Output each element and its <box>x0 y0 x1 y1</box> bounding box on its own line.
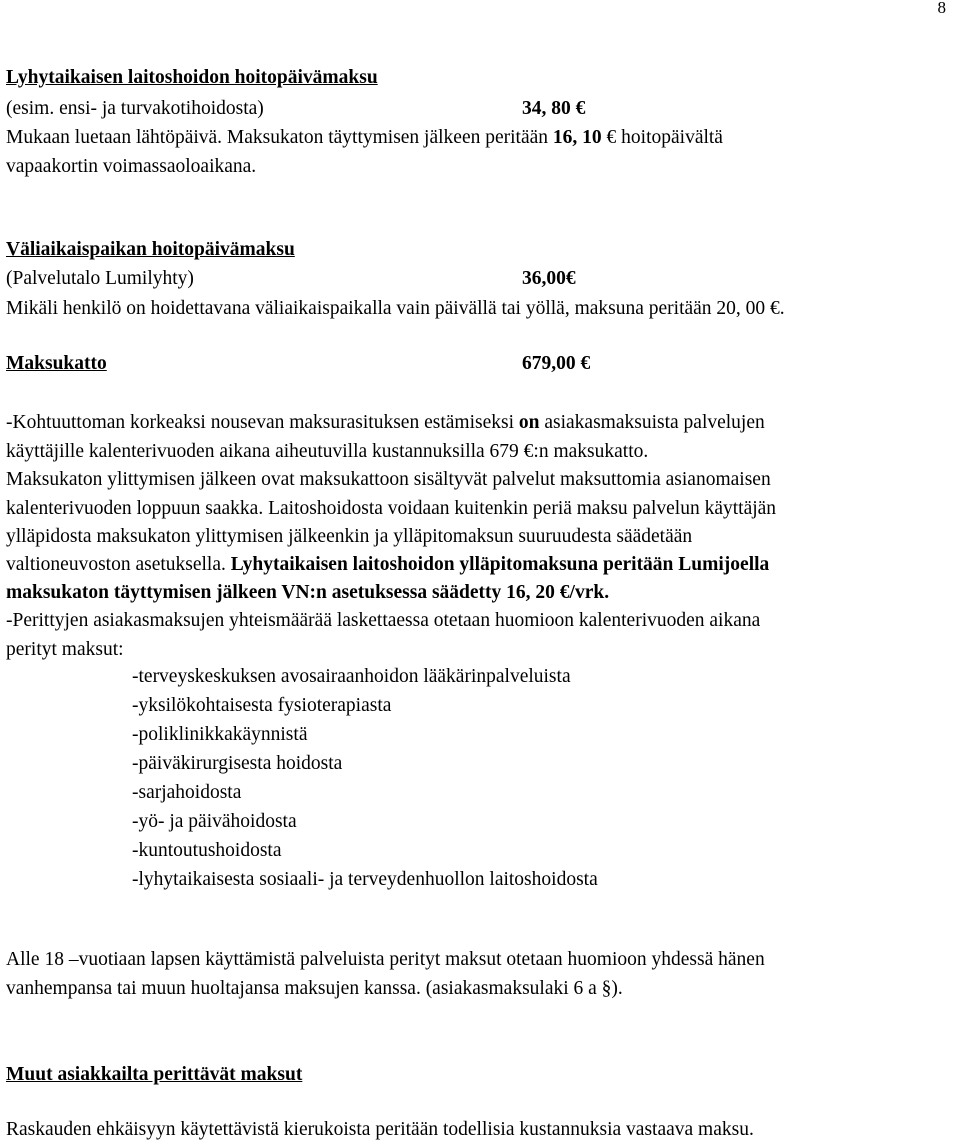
s3-p2-line1: -Perittyjen asiakasmaksujen yhteismäärää laskettaessa otetaan huomioon kalenterivuoden aikana <box>6 610 761 631</box>
s3-p1-line7: maksukaton täyttymisen jälkeen VN:n asetuksessa säädetty 16, 20 €/vrk. <box>6 582 610 603</box>
s3-p1-line6 <box>6 553 769 577</box>
s1-line2-suffix: € hoitopäivältä <box>606 127 723 148</box>
list-item: -lyhytaikaisesta sosiaali- ja terveydenhuollon laitoshoidosta <box>132 869 598 890</box>
list-item: -kuntoutushoidosta <box>132 840 282 861</box>
s4-line1: Alle 18 –vuotiaan lapsen käyttämistä palveluista perityt maksut otetaan huomioon yhdessä hänen <box>6 949 765 970</box>
s3-p1-line1-b: asiakasmaksuista palvelujen <box>544 412 765 433</box>
s3-p1-line4: kalenterivuoden loppuun saakka. Laitoshoidosta voidaan kuitenkin periä maksu palvelun käyttäjän <box>6 498 777 519</box>
s5-line1: Raskauden ehkäisyyn käytettävistä kierukoista peritään todellisia kustannuksia vastaava maksu. <box>6 1119 754 1140</box>
list-item: -yö- ja päivähoidosta <box>132 811 297 832</box>
list-item: -yksilökohtaisesta fysioterapiasta <box>132 695 392 716</box>
s1-line1-amount: 34, 80 € <box>522 98 586 119</box>
s3-p1-line1 <box>6 411 765 435</box>
page-number: 8 <box>937 0 946 17</box>
s1-line1-label: (esim. ensi- ja turvakotihoidosta) <box>6 98 264 119</box>
heading-other-fees: Muut asiakkailta perittävät maksut <box>6 1064 303 1085</box>
s1-line2 <box>6 126 723 150</box>
list-item: -terveyskeskuksen avosairaanhoidon lääkärinpalveluista <box>132 666 571 687</box>
s1-line2-amount: 16, 10 <box>552 127 602 148</box>
list-item: -päiväkirurgisesta hoidosta <box>132 753 343 774</box>
included-services-list <box>132 662 598 894</box>
s3-p1-line1-on: on <box>518 412 540 433</box>
s3-p1-line1-a: -Kohtuuttoman korkeaksi nousevan maksurasituksen estämiseksi <box>6 412 514 433</box>
s3-p1-line6-a: valtioneuvoston asetuksella. <box>6 554 226 575</box>
list-item: -poliklinikkakäynnistä <box>132 724 308 745</box>
s3-p2-line2: perityt maksut: <box>6 639 124 660</box>
s4-line2: vanhempansa tai muun huoltajansa maksujen kanssa. (asiakasmaksulaki 6 a §). <box>6 978 623 999</box>
s1-line2-text: Mukaan luetaan lähtöpäivä. Maksukaton täyttymisen jälkeen peritään <box>6 127 549 148</box>
payment-cap-amount: 679,00 € <box>522 353 591 374</box>
s2-line1-amount: 36,00€ <box>522 268 576 289</box>
heading-short-term-care: Lyhytaikaisen laitoshoidon hoitopäivämaksu <box>6 67 378 88</box>
s3-p1-line6-b: Lyhytaikaisen laitoshoidon ylläpitomaksuna peritään Lumijoella <box>230 554 770 575</box>
s3-p1-line2: käyttäjille kalenterivuoden aikana aiheutuvilla kustannuksilla 679 €:n maksukatto. <box>6 441 649 462</box>
heading-temporary-place: Väliaikaispaikan hoitopäivämaksu <box>6 239 295 260</box>
s3-p1-line3: Maksukaton ylittymisen jälkeen ovat maksukattoon sisältyvät palvelut maksuttomia asianomaisen <box>6 469 771 490</box>
heading-payment-cap: Maksukatto <box>6 353 107 374</box>
s2-line2: Mikäli henkilö on hoidettavana väliaikaispaikalla vain päivällä tai yöllä, maksuna peritään 20, 00 €. <box>6 298 785 319</box>
list-item: -sarjahoidosta <box>132 782 242 803</box>
s1-line3: vapaakortin voimassaoloaikana. <box>6 156 257 177</box>
s2-line1-label: (Palvelutalo Lumilyhty) <box>6 268 194 289</box>
s3-p1-line5: ylläpidosta maksukaton ylittymisen jälkeenkin ja ylläpitomaksun suuruudesta säädetään <box>6 526 693 547</box>
